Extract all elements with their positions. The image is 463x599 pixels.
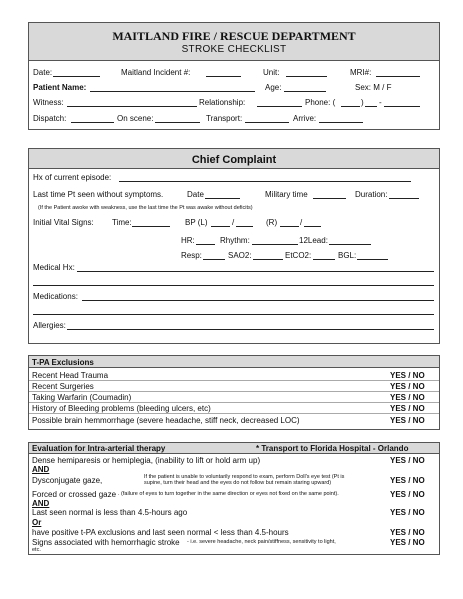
military-time-field[interactable] [313,198,346,199]
phone-area-field[interactable] [341,106,360,107]
forced-gaze-note: . (failure of eyes to turn together in the same direction or eyes not fixed on the same point). [118,491,339,497]
bp-right-systolic-field[interactable] [280,226,299,227]
last-seen-date-field[interactable] [205,198,240,199]
last-seen-normal-answer[interactable]: YES / NO [390,508,425,517]
allergies-field[interactable] [67,329,434,330]
bp-left-slash: / [232,218,235,227]
and-connector: AND [32,465,50,474]
hr-label: HR: [181,236,195,245]
patient-name-field[interactable] [90,91,255,92]
sao2-label: SAO2: [228,251,252,260]
etco2-label: EtCO2: [285,251,312,260]
awoke-note: (If the Patient awoke with weakness, use the last time the Pt was awake without deficits) [38,205,253,211]
duration-field[interactable] [389,198,419,199]
bp-left-systolic-field[interactable] [211,226,230,227]
time-field[interactable] [132,226,170,227]
military-time-label: Military time [265,190,308,199]
medications-field-1[interactable] [82,300,434,301]
sex-label: Sex: M / F [355,83,392,92]
and-connector: AND [32,499,50,508]
witness-field[interactable] [67,106,197,107]
bgl-field[interactable] [357,259,388,260]
hx-label: Hx of current episode: [33,173,112,182]
tpa-row-label: Possible brain hemmorrhage (severe headache, stiff neck, decreased LOC) [32,416,300,425]
department-name: MAITLAND FIRE / RESCUE DEPARTMENT [112,29,356,43]
relationship-label: Relationship: [199,98,246,107]
hemorrhagic-signs-label: Signs associated with hemorrhagic stroke [32,538,180,547]
dolls-eye-note-line1: If the patient is unable to voluntarily respond to exam, perform Doll's eye test (Pt is [144,474,345,480]
arrive-field[interactable] [319,122,363,123]
bgl-label: BGL: [338,251,357,260]
header-divider [29,60,439,61]
tpa-row-answer[interactable]: YES / NO [390,393,425,402]
tpa-row-divider [29,413,439,414]
time-label: Time: [112,218,132,227]
phone-dash: - [379,98,382,107]
allergies-label: Allergies: [33,321,66,330]
dense-hemiparesis-label: Dense hemiparesis or hemiplegia, (inability to lift or hold arm up) [32,456,261,465]
eval-transport-note: * Transport to Florida Hospital - Orlando [256,444,409,453]
patient-name-label: Patient Name: [33,83,87,92]
forced-gaze-label: Forced or crossed gaze [32,490,117,499]
on-scene-label: On scene: [117,114,154,123]
rhythm-label: Rhythm: [220,236,250,245]
last-seen-date-label: Date [187,190,204,199]
bp-left-label: BP (L) [185,218,208,227]
duration-label: Duration: [355,190,388,199]
lead-field[interactable] [329,244,371,245]
dysconjugate-label: Dysconjugate gaze, [32,476,103,485]
phone-line-field[interactable] [384,106,420,107]
dense-hemiparesis-answer[interactable]: YES / NO [390,456,425,465]
age-field[interactable] [284,91,326,92]
hemorrhagic-signs-note: - i.e. severe headache, neck pain/stiffness, sensitivity to light, [187,539,336,545]
dispatch-field[interactable] [71,122,114,123]
tpa-row-label: Recent Surgeries [32,382,94,391]
tpa-row-label: History of Bleeding problems (bleeding ulcers, etc) [32,404,211,413]
dolls-eye-note-line2: supine, turn their head and the eyes do not follow but remain staring upward) [144,480,332,486]
last-seen-normal-label: Last seen normal is less than 4.5-hours ago [32,508,188,517]
rhythm-field[interactable] [252,244,298,245]
tpa-row-answer[interactable]: YES / NO [390,382,425,391]
resp-label: Resp: [181,251,202,260]
hemorrhagic-signs-note-cont: etc. [32,547,41,553]
mri-field[interactable] [376,76,420,77]
phone-close-paren: ) [361,98,364,107]
lead-label: 12Lead: [299,236,328,245]
medical-hx-field-1[interactable] [77,271,434,272]
tpa-row-answer[interactable]: YES / NO [390,416,425,425]
form-title: STROKE CHECKLIST [181,44,287,55]
date-field[interactable] [53,76,100,77]
phone-label: Phone: ( [305,98,336,107]
witness-label: Witness: [33,98,64,107]
tpa-row-divider [29,380,439,381]
unit-field[interactable] [286,76,327,77]
positive-exclusions-label: have positive t-PA exclusions and last seen normal < less than 4.5-hours [32,528,289,537]
tpa-title: T-PA Exclusions [32,358,94,367]
etco2-field[interactable] [313,259,335,260]
date-label: Date: [33,68,53,77]
incident-label: Maitland Incident #: [121,68,191,77]
tpa-row-label: Recent Head Trauma [32,371,109,380]
or-connector: Or [32,518,42,527]
tpa-row-answer[interactable]: YES / NO [390,404,425,413]
last-seen-label: Last time Pt seen without symptoms. [33,190,164,199]
age-label: Age: [265,83,282,92]
dysconjugate-answer[interactable]: YES / NO [390,476,425,485]
forced-gaze-answer[interactable]: YES / NO [390,490,425,499]
medical-hx-label: Medical Hx: [33,263,75,272]
tpa-row-divider [29,391,439,392]
phone-prefix-field[interactable] [365,106,377,107]
transport-field[interactable] [245,122,289,123]
relationship-field[interactable] [257,106,302,107]
eval-title: Evaluation for Intra-arterial therapy [32,444,166,453]
transport-label: Transport: [206,114,243,123]
sao2-field[interactable] [253,259,283,260]
bp-right-label: (R) [266,218,278,227]
initial-vitals-label: Initial Vital Signs: [33,218,94,227]
hx-field[interactable] [119,181,411,182]
mri-label: MRI#: [350,68,372,77]
hr-field[interactable] [196,244,215,245]
dispatch-label: Dispatch: [33,114,67,123]
incident-field[interactable] [206,76,241,77]
bp-left-diastolic-field[interactable] [236,226,253,227]
tpa-row-divider [29,402,439,403]
medications-field-2[interactable] [33,314,434,315]
medical-hx-field-2[interactable] [33,285,434,286]
resp-field[interactable] [203,259,225,260]
bp-right-diastolic-field[interactable] [304,226,321,227]
tpa-row-answer[interactable]: YES / NO [390,371,425,380]
unit-label: Unit: [263,68,280,77]
arrive-label: Arrive: [293,114,317,123]
medications-label: Medications: [33,292,78,301]
on-scene-field[interactable] [155,122,200,123]
tpa-row-label: Taking Warfarin (Coumadin) [32,393,132,402]
positive-exclusions-answer[interactable]: YES / NO [390,528,425,537]
hemorrhagic-signs-answer[interactable]: YES / NO [390,538,425,547]
chief-complaint-title: Chief Complaint [191,154,277,166]
bp-right-slash: / [300,218,303,227]
